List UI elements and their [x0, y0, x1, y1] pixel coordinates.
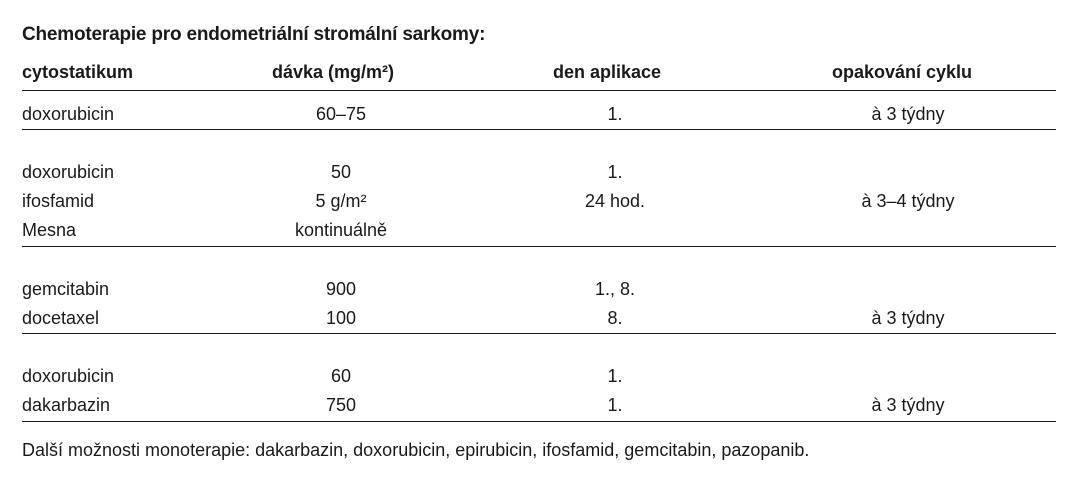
table-cell-dose: kontinuálně — [294, 220, 388, 240]
table-cell-day: 1. — [607, 366, 623, 386]
table-cell-day: 1. — [607, 395, 623, 415]
table-cell-dose: 50 — [330, 162, 352, 182]
table-cell-repeat: à 3 týdny — [871, 395, 945, 415]
table-cell-dose: 60 — [330, 366, 352, 386]
table-title: Chemoterapie pro endometriální stromální sarkomy: — [22, 24, 486, 45]
table-cell-dose: 60–75 — [315, 104, 367, 124]
table-cell-repeat: à 3 týdny — [871, 308, 945, 328]
table-cell-drug: doxorubicin — [22, 104, 115, 124]
group-divider — [22, 129, 1056, 130]
table-cell-drug: ifosfamid — [22, 191, 95, 211]
table-cell-repeat: à 3 týdny — [871, 104, 945, 124]
column-header-repeat: opakování cyklu — [832, 62, 973, 82]
table-cell-dose: 100 — [325, 308, 357, 328]
group-divider — [22, 246, 1056, 247]
table-cell-dose: 5 g/m² — [315, 191, 367, 211]
chemotherapy-table-document — [22, 0, 1056, 489]
table-cell-drug: dakarbazin — [22, 395, 111, 415]
group-divider — [22, 333, 1056, 334]
table-cell-day: 1. — [607, 162, 623, 182]
table-cell-dose: 900 — [325, 279, 357, 299]
header-rule — [22, 90, 1056, 91]
table-cell-dose: 750 — [325, 395, 357, 415]
table-cell-day: 1. — [607, 104, 623, 124]
table-cell-day: 24 hod. — [584, 191, 646, 211]
table-cell-drug: gemcitabin — [22, 279, 110, 299]
table-cell-drug: doxorubicin — [22, 162, 115, 182]
table-cell-drug: doxorubicin — [22, 366, 115, 386]
table-bottom-rule — [22, 421, 1056, 422]
column-header-dose: dávka (mg/m²) — [272, 62, 395, 82]
column-header-drug: cytostatikum — [22, 62, 134, 82]
table-cell-day: 8. — [607, 308, 623, 328]
table-cell-repeat: à 3–4 týdny — [861, 191, 955, 211]
column-header-day: den aplikace — [553, 62, 662, 82]
table-cell-drug: Mesna — [22, 220, 77, 240]
footnote: Další možnosti monoterapie: dakarbazin, doxorubicin, epirubicin, ifosfamid, gemcitabin, pazopanib. — [22, 440, 810, 460]
table-cell-drug: docetaxel — [22, 308, 100, 328]
table-cell-day: 1., 8. — [594, 279, 636, 299]
